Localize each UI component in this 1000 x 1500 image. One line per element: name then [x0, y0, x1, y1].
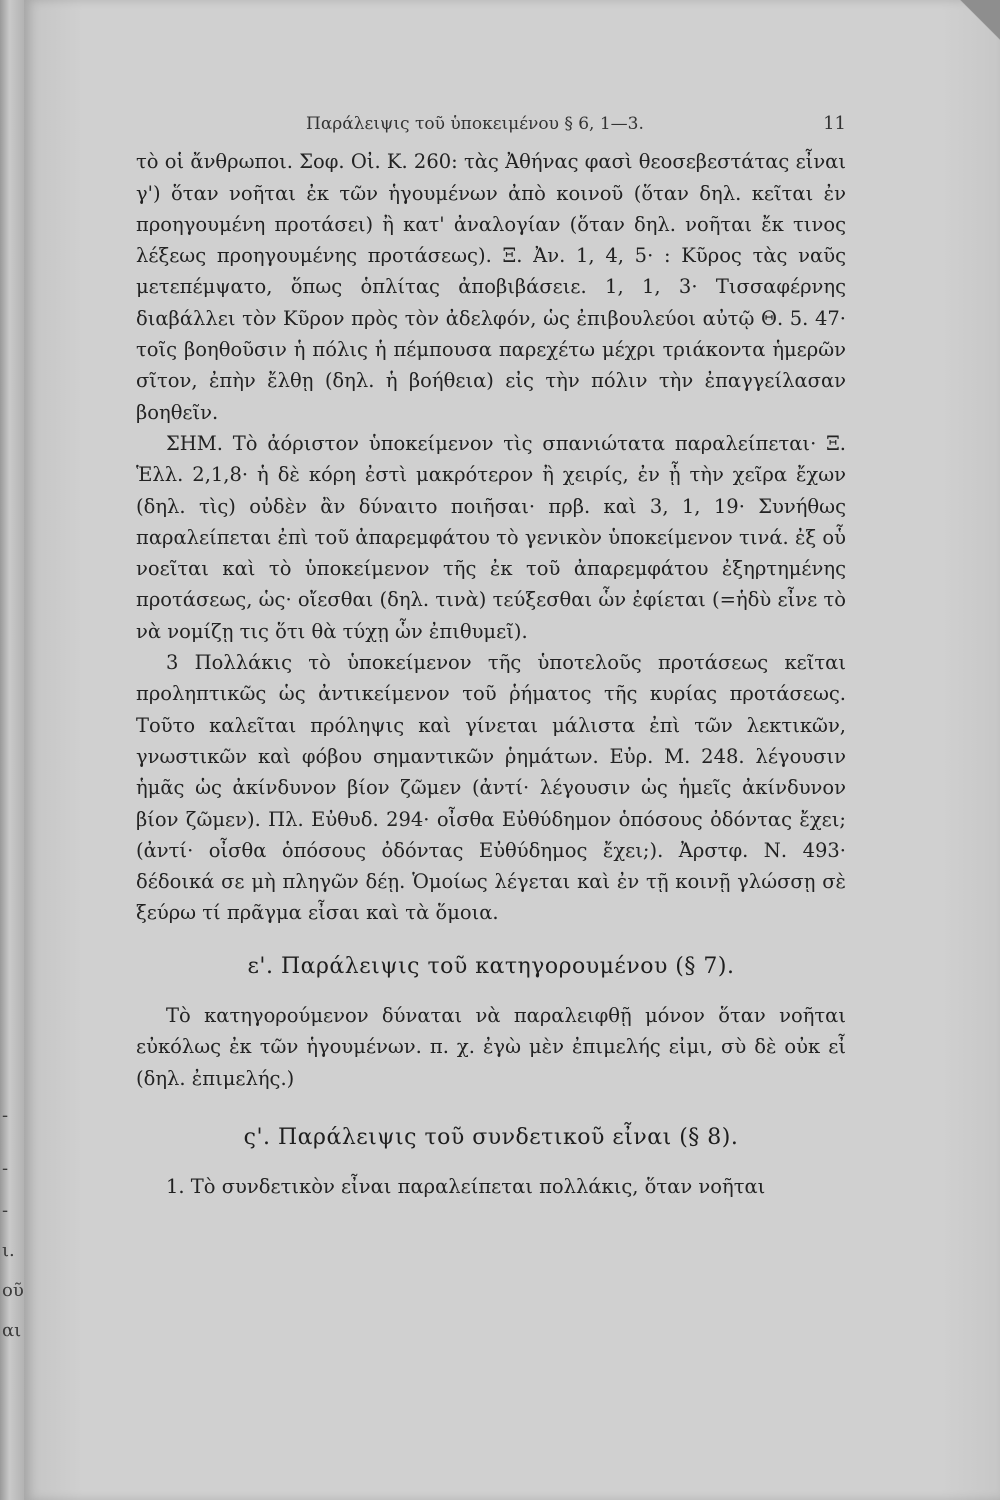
page-content [136, 108, 846, 1203]
paragraph-continuation: τὸ οἱ ἄνθρωποι. Σοφ. Οἰ. Κ. 260: τὰς Ἀθήνας φασὶ θεοσεβεστάτας εἶναι γ') ὅταν νοῆται ἐκ τῶν ἡγουμένων ἀπὸ κοινοῦ (ὅταν δηλ. κεῖται ἐν προηγουμένη προτάσει) ἢ κατ' ἀναλογίαν (ὅταν δηλ. νοῆται ἔκ τινος λέξεως προηγουμένης προτάσεως). Ξ. Ἀν. 1, 4, 5· : Κῦρος τὰς ναῦς μετεπέμψατο, ὅπως ὁπλίτας ἀποβιβάσειε. 1, 1, 3· Τισσαφέρνης διαβάλλει τὸν Κῦρον πρὸς τὸν ἀδελφόν, ὡς ἐπιβουλεύοι αὐτῷ Θ. 5. 47· τοῖς βοηθοῦσιν ἡ πόλις ἡ πέμπουσα παρεχέτω μέχρι τριάκοντα ἡμερῶν σῖτον, ἐπὴν ἔλθῃ (δηλ. ἡ βοήθεια) εἰς τὴν πόλιν τὴν ἐπαγγείλασαν βοηθεῖν. [136, 150, 846, 424]
paragraph-prolepsis: 3 Πολλάκις τὸ ὑποκείμενον τῆς ὑποτελοῦς προτάσεως κεῖται προληπτικῶς ὡς ἀντικείμενον τοῦ ῥήματος τῆς κυρίας προτάσεως. Τοῦτο καλεῖται πρόληψις καὶ γίνεται μάλιστα ἐπὶ τῶν λεκτικῶν, γνωστικῶν καὶ φόβου σημαντικῶν ῥημάτων. Εὐρ. Μ. 248. λέγουσιν ἡμᾶς ὡς ἀκίνδυνον βίον ζῶμεν (ἀντί· λέγουσιν ὡς ἡμεῖς ἀκίνδυνον βίον ζῶμεν). Πλ. Εὐθυδ. 294· οἶσθα Εὐθύδημον ὁπόσους ὀδόντας ἔχει; (ἀντί· οἶσθα ὁπόσους ὀδόντας Εὐθύδημος ἔχει;). Ἀρστφ. Ν. 493· δέδοικά σε μὴ πληγῶν δέῃ. Ὁμοίως λέγεται καὶ ἐν τῇ κοινῇ γλώσσῃ σὲ ξεύρω τί πρᾶγμα εἶσαι καὶ τὰ ὅμοια. [136, 651, 846, 925]
spine-text-fragment: - [2, 1158, 9, 1179]
running-header [136, 108, 846, 140]
paragraph-note: ΣΗΜ. Τὸ ἀόριστον ὑποκείμενον τὶς σπανιώτατα παραλείπεται· Ξ. Ἑλλ. 2,1,8· ἡ δὲ κόρη ἐστὶ μακρότερον ἢ χειρίς, ἐν ᾗ τὴν χεῖρα ἔχων (δηλ. τὶς) οὐδὲν ἂν δύναιτο ποιῆσαι· πρβ. καὶ 3, 1, 19· Συνήθως παραλείπεται ἐπὶ τοῦ ἀπαρεμφάτου τὸ γενικὸν ὑποκείμενον τινά. ἐξ οὗ νοεῖται καὶ τὸ ὑποκείμενον τῆς ἐκ τοῦ ἀπαρεμφάτου ἐξηρτημένης προτάσεως, ὡς· οἴεσθαι (δηλ. τινὰ) τεύξεσθαι ὧν ἐφίεται (=ἡδὺ εἶνε τὸ νὰ νομίζῃ τις ὅτι θὰ τύχῃ ὧν ἐπιθυμεῖ). [136, 431, 846, 643]
paragraph-copula: 1. Τὸ συνδετικὸν εἶναι παραλείπεται πολλάκις, ὅταν νοῆται [166, 1175, 766, 1199]
paragraph-predicate: Τὸ κατηγορούμενον δύναται νὰ παραλειφθῇ μόνον ὅταν νοῆται εὐκόλως ἐκ τῶν ἡγουμένων. π. χ. ἐγὼ μὲν ἐπιμελής εἰμι, σὺ δὲ οὐκ εἶ (δηλ. ἐπιμελής.) [136, 1004, 846, 1090]
section-heading-copula: ς'. Παράλειψις τοῦ συνδετικοῦ εἶναι (§ 8). [243, 1124, 739, 1150]
page-number: 11 [823, 113, 846, 134]
book-spine-edge [0, 0, 24, 1500]
spine-text-fragment: αι [2, 1320, 22, 1341]
page-corner-tear [930, 0, 1000, 60]
spine-text-fragment: οῦ [2, 1280, 24, 1301]
spine-text-fragment: - [2, 1105, 9, 1126]
book-page [24, 0, 1000, 1500]
section-heading-predicate: ε'. Παράλειψις τοῦ κατηγορουμένου (§ 7). [247, 953, 735, 979]
running-title: Παράλειψις τοῦ ὑποκειμένου § 6, 1—3. [306, 114, 644, 134]
spine-text-fragment: - [2, 1200, 9, 1221]
spine-text-fragment: ι. [2, 1240, 15, 1261]
